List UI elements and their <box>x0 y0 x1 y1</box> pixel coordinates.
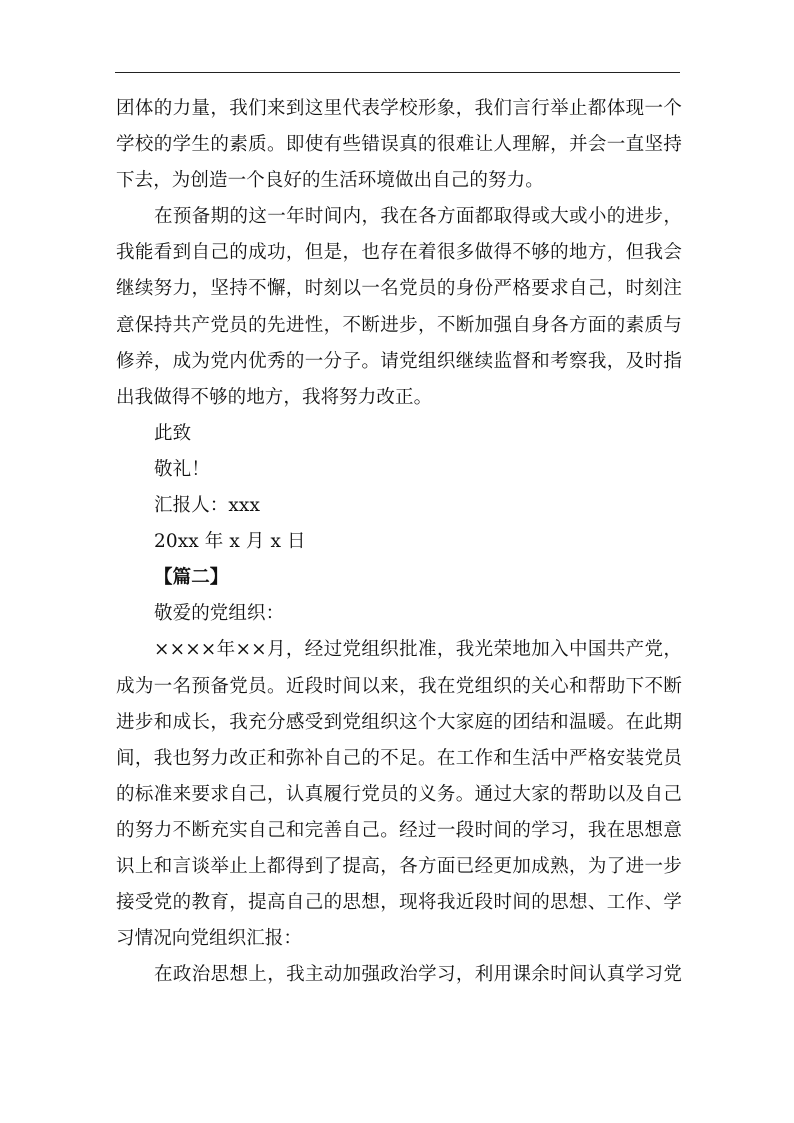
text-line: 敬爱的党组织： <box>154 603 285 625</box>
text-line: 进步和成长，我充分感受到党组织这个大家庭的团结和温暖。在此期 <box>116 711 682 733</box>
text-line: 接受党的教育，提高自己的思想，现将我近段时间的思想、工作、学 <box>116 892 682 914</box>
text-line: 汇报人：xxx <box>154 495 261 517</box>
text-line: 团体的力量，我们来到这里代表学校形象，我们言行举止都体现一个 <box>116 98 682 119</box>
text-line: 在预备期的这一年时间内，我在各方面都取得或大或小的进步， <box>154 206 682 228</box>
text-line: 意保持共产党员的先进性，不断进步，不断加强自身各方面的素质与 <box>116 314 682 336</box>
text-line: 学校的学生的素质。即使有些错误真的很难让人理解，并会一直坚持 <box>116 134 682 156</box>
document-body <box>116 91 682 993</box>
text-line: 继续努力，坚持不懈，时刻以一名党员的身份严格要求自己，时刻注 <box>116 278 682 300</box>
text-line: 20xx 年 x 月 x 日 <box>154 531 306 553</box>
text-line: 下去，为创造一个良好的生活环境做出自己的努力。 <box>116 170 544 192</box>
text-line: 此致 <box>154 422 192 444</box>
header-rule <box>115 72 680 73</box>
text-line: 习情况向党组织汇报： <box>116 928 303 950</box>
text-line: 间，我也努力改正和弥补自己的不足。在工作和生活中严格安装党员 <box>116 747 682 769</box>
text-line: 出我做得不够的地方，我将努力改正。 <box>116 386 433 408</box>
text-line: 【篇二】 <box>154 567 229 589</box>
text-line: 的标准来要求自己，认真履行党员的义务。通过大家的帮助以及自己 <box>116 783 682 805</box>
text-line: 成为一名预备党员。近段时间以来，我在党组织的关心和帮助下不断 <box>116 675 682 697</box>
text-line: 在政治思想上，我主动加强政治学习，利用课余时间认真学习党 <box>154 964 682 986</box>
text-line: 我能看到自己的成功，但是，也存在着很多做得不够的地方，但我会 <box>116 242 682 264</box>
text-line: 敬礼！ <box>154 458 210 480</box>
text-line: ××××年××月，经过党组织批准，我光荣地加入中国共产党， <box>154 639 682 661</box>
text-line: 的努力不断充实自己和完善自己。经过一段时间的学习，我在思想意 <box>116 819 682 841</box>
text-line: 修养，成为党内优秀的一分子。请党组织继续监督和考察我，及时指 <box>116 350 682 372</box>
text-line: 识上和言谈举止上都得到了提高，各方面已经更加成熟，为了进一步 <box>116 855 682 877</box>
